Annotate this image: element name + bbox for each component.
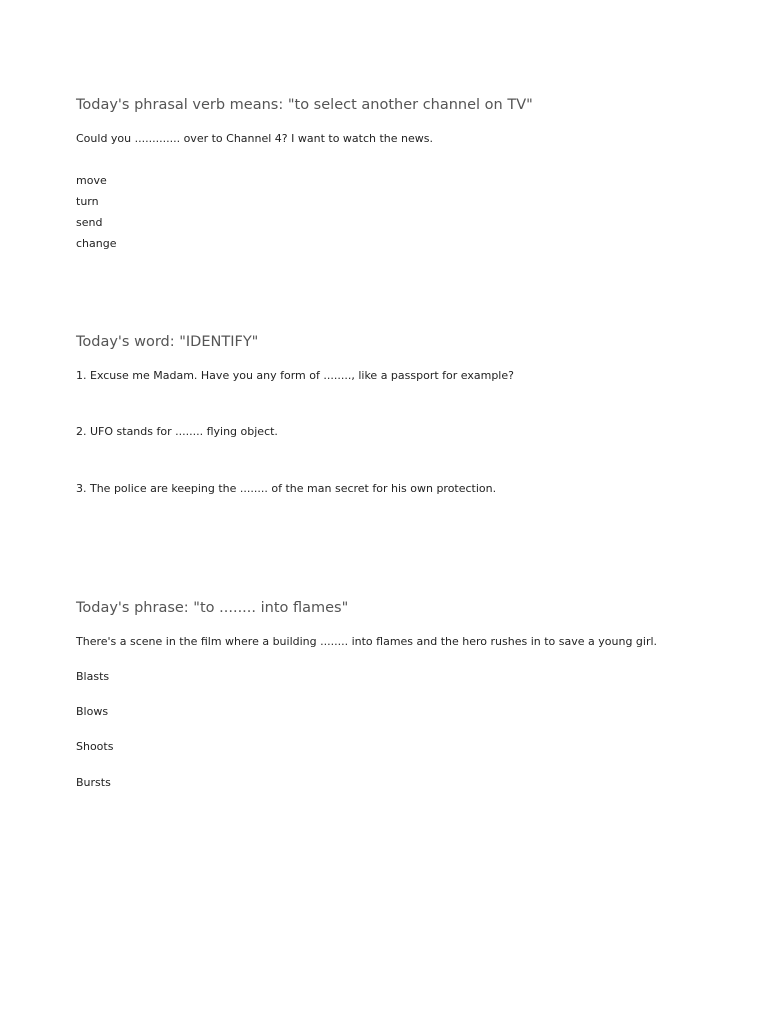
phrasal-verb-heading: Today's phrasal verb means: "to select another channel on TV" (76, 97, 533, 113)
option-turn: turn (76, 195, 99, 208)
option-blasts: Blasts (76, 670, 110, 683)
option-send: send (76, 216, 103, 229)
option-blows: Blows (76, 705, 109, 718)
phrase-heading: Today's phrase: "to ........ into flames" (76, 600, 349, 616)
word-question-2: 2. UFO stands for ........ flying object. (76, 425, 278, 438)
phrasal-verb-sentence: Could you ............. over to Channel 4? I want to watch the news. (76, 132, 434, 145)
word-question-3: 3. The police are keeping the ........ of the man secret for his own protection. (76, 482, 497, 495)
word-heading: Today's word: "IDENTIFY" (76, 334, 259, 350)
option-change: change (76, 237, 117, 250)
phrase-sentence: There's a scene in the film where a building ........ into flames and the hero rushes in to save a young girl. (76, 635, 658, 648)
option-bursts: Bursts (76, 776, 111, 789)
option-move: move (76, 174, 107, 187)
word-question-1: 1. Excuse me Madam. Have you any form of ........, like a passport for example? (76, 369, 514, 382)
option-shoots: Shoots (76, 740, 114, 753)
